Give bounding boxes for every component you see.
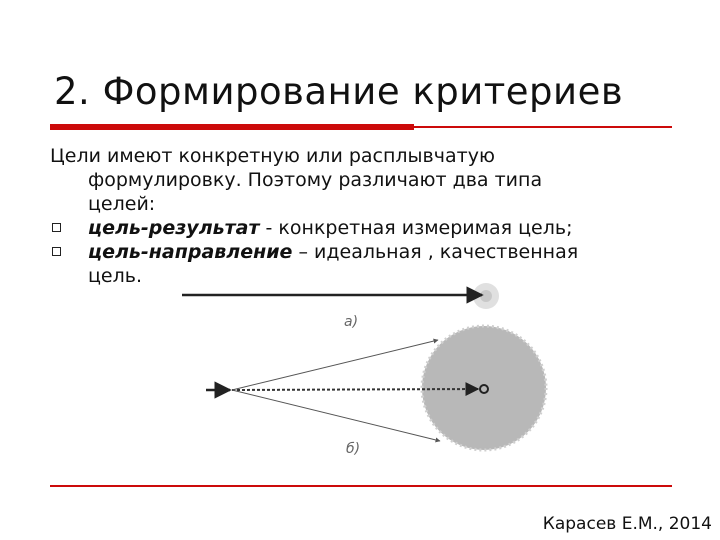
bullet-item (50, 216, 680, 240)
slide-title: 2. Формирование критериев (54, 70, 624, 113)
label-a: а) (344, 314, 359, 330)
goal-diagram (168, 283, 558, 458)
square-bullet-icon (52, 247, 61, 256)
slide-body (50, 144, 680, 288)
square-bullet-icon (52, 223, 61, 232)
footer-rule (50, 485, 672, 487)
bullet-continuation: цель. (88, 265, 143, 287)
arrow-direction-upper (232, 340, 438, 390)
title-underline-thin (414, 126, 672, 128)
arrow-direction-lower (232, 390, 440, 441)
bullet-term: цель-направление (88, 241, 293, 263)
intro-paragraph (50, 144, 680, 216)
bullet-text: – идеальная , качественная (292, 241, 579, 263)
intro-line: формулировку. Поэтому различают два типа (88, 169, 543, 191)
title-underline-thick (50, 124, 414, 130)
goal-diagram-svg (168, 283, 558, 458)
footer-author: Карасев Е.М., 2014 (542, 514, 712, 534)
bullet-text: - конкретная измеримая цель; (259, 217, 573, 239)
intro-line: Цели имеют конкретную или расплывчатую (50, 145, 495, 167)
label-b: б) (346, 441, 361, 457)
large-target (422, 326, 546, 450)
bullet-term: цель-результат (88, 217, 260, 239)
intro-line: целей: (88, 193, 156, 215)
bullet-item (50, 240, 680, 288)
